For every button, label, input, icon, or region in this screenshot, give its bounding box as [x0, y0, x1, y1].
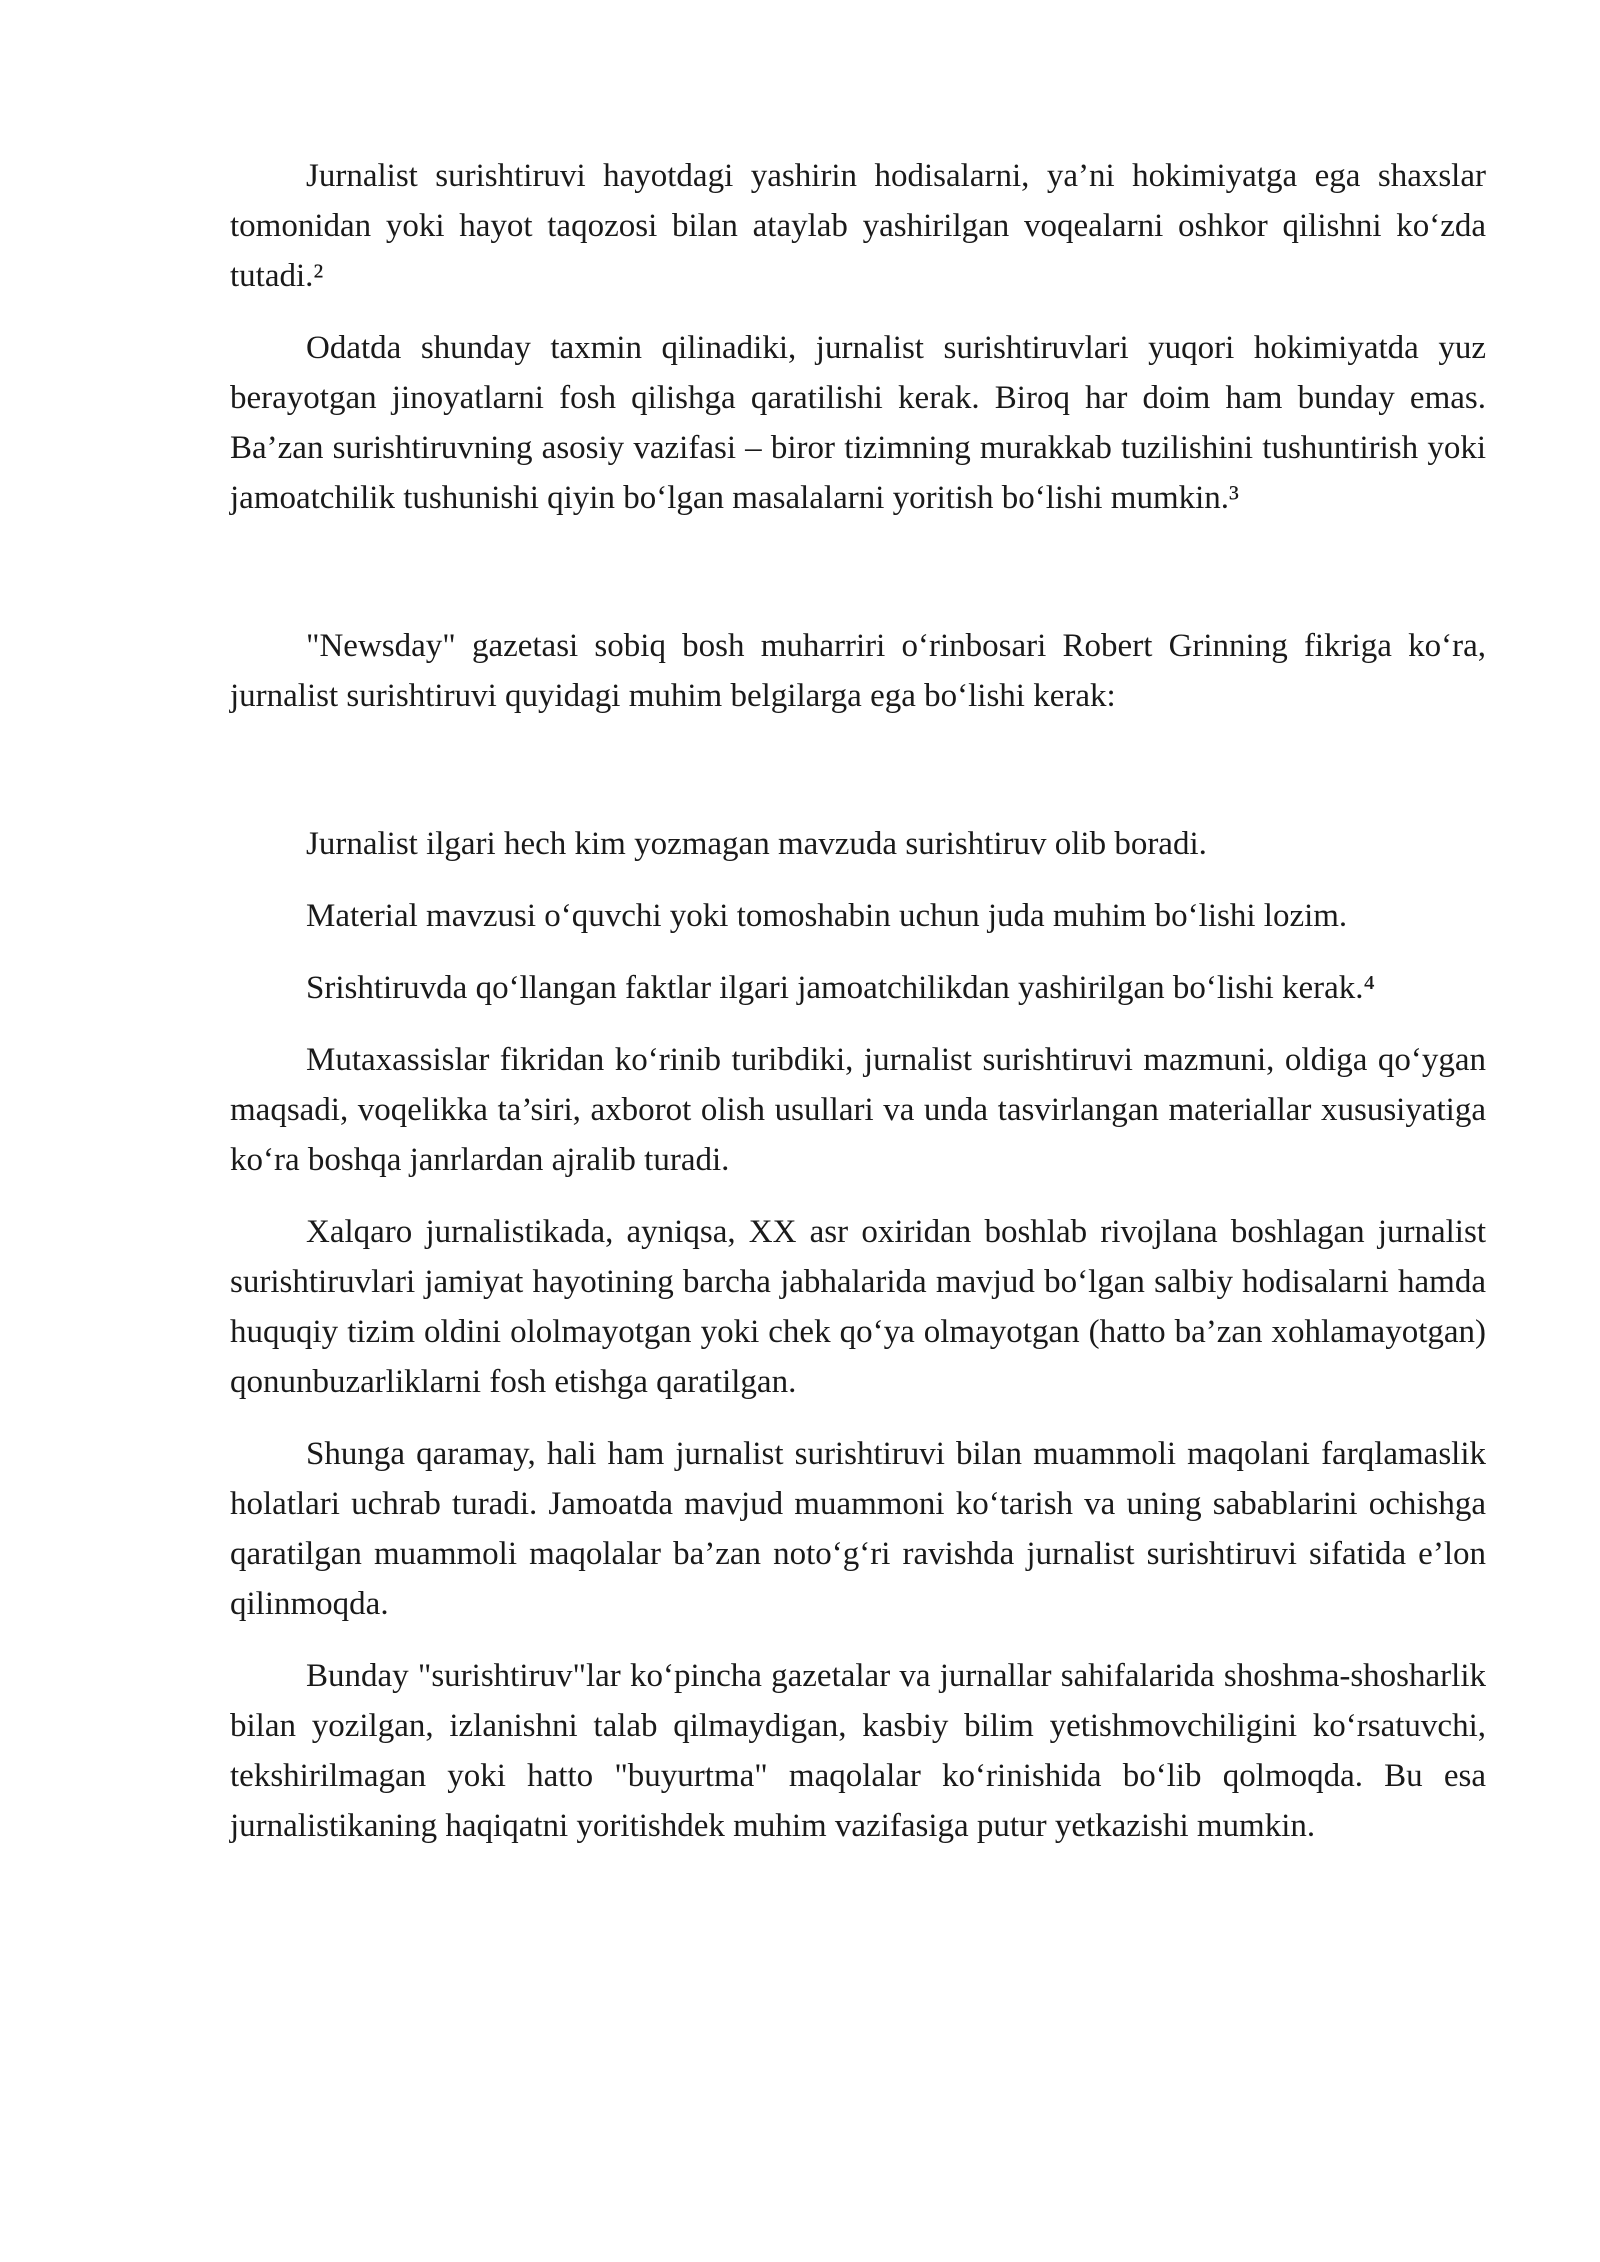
- paragraph-9: Shunga qaramay, hali ham jurnalist surishtiruvi bilan muammoli maqolani farqlamaslik holatlari uchrab turadi. Jamoatda mavjud muammoni ko‘tarish va uning sabablarini ochishga qaratilgan muammoli maqolalar ba’zan noto‘g‘ri ravishda jurnalist surishtiruvi sifatida e’lon qilinmoqda.: [230, 1436, 1486, 1622]
- paragraph-7: Mutaxassislar fikridan ko‘rinib turibdiki, jurnalist surishtiruvi mazmuni, oldiga qo‘ygan maqsadi, voqelikka ta’siri, axborot olish usullari va unda tasvirlangan materiallar xususiyatiga ko‘ra boshqa janrlardan ajralib turadi.: [230, 1042, 1486, 1178]
- document-body: [230, 151, 1486, 1873]
- paragraph-6: Srishtiruvda qo‘llangan faktlar ilgari jamoatchilikdan yashirilgan bo‘lishi kerak.⁴: [306, 970, 1376, 1006]
- paragraph-5: Material mavzusi o‘quvchi yoki tomoshabin uchun juda muhim bo‘lishi lozim.: [306, 898, 1348, 934]
- paragraph-2: Odatda shunday taxmin qilinadiki, jurnalist surishtiruvlari yuqori hokimiyatda yuz berayotgan jinoyatlarni fosh qilishga qaratilishi kerak. Biroq har doim ham bunday emas. Ba’zan surishtiruvning asosiy vazifasi – biror tizimning murakkab tuzilishini tushuntirish yoki jamoatchilik tushunishi qiyin bo‘lgan masalalarni yoritish bo‘lishi mumkin.³: [230, 330, 1486, 516]
- paragraph-1: Jurnalist surishtiruvi hayotdagi yashirin hodisalarni, ya’ni hokimiyatga ega shaxslar tomonidan yoki hayot taqozosi bilan ataylab yashirilgan voqealarni oshkor qilishni ko‘zda tutadi.²: [230, 158, 1486, 294]
- paragraph-3: "Newsday" gazetasi sobiq bosh muharriri o‘rinbosari Robert Grinning fikriga ko‘ra, jurnalist surishtiruvi quyidagi muhim belgilarga ega bo‘lishi kerak:: [230, 628, 1486, 714]
- paragraph-10: Bunday "surishtiruv"lar ko‘pincha gazetalar va jurnallar sahifalarida shoshma-shosharlik bilan yozilgan, izlanishni talab qilmaydigan, kasbiy bilim yetishmovchiligini ko‘rsatuvchi, tekshirilmagan yoki hatto "buyurtma" maqolalar ko‘rinishida bo‘lib qolmoqda. Bu esa jurnalistikaning haqiqatni yoritishdek muhim vazifasiga putur yetkazishi mumkin.: [230, 1658, 1486, 1844]
- paragraph-8: Xalqaro jurnalistikada, ayniqsa, XX asr oxiridan boshlab rivojlana boshlagan jurnalist surishtiruvlari jamiyat hayotining barcha jabhalarida mavjud bo‘lgan salbiy hodisalarni hamda huquqiy tizim oldini ololmayotgan yoki chek qo‘ya olmayotgan (hatto ba’zan xohlamayotgan) qonunbuzarliklarni fosh etishga qaratilgan.: [230, 1214, 1486, 1400]
- paragraph-4: Jurnalist ilgari hech kim yozmagan mavzuda surishtiruv olib boradi.: [306, 826, 1207, 862]
